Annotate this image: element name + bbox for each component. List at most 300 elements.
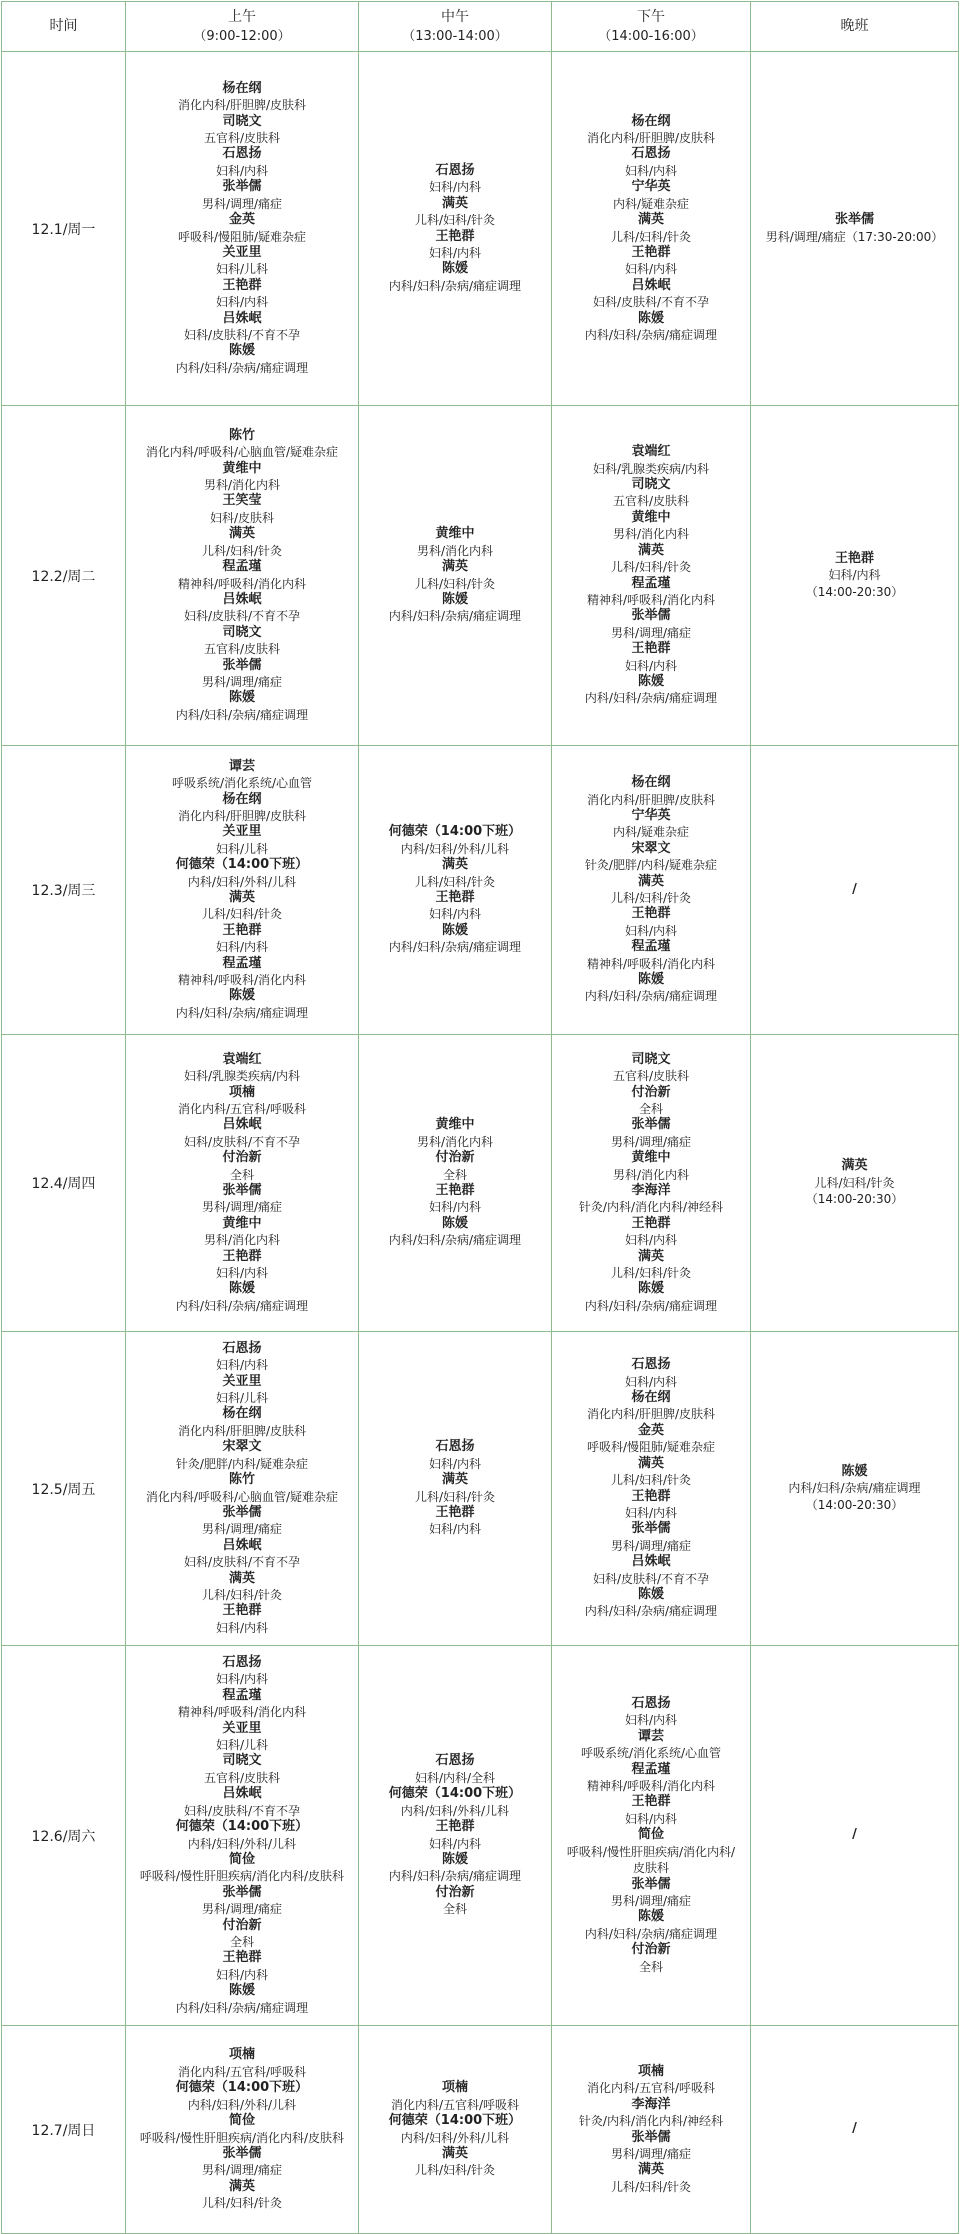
header-row <box>2 2 959 52</box>
doctor-entry <box>361 1885 549 1918</box>
day-row <box>2 1646 959 2026</box>
doctor-specialty: 男科/调理/痛症 <box>201 196 283 211</box>
doctor-name: 司晓文 <box>222 1753 262 1769</box>
doctor-specialty: 消化内科/肝胆脾/皮肤科 <box>177 1423 307 1438</box>
doctor-specialty: 妇科/乳腺类疾病/内科 <box>592 461 710 476</box>
doctor-entry <box>361 1216 549 1249</box>
doctor-entry <box>128 625 356 658</box>
doctor-specialty: 五官科/皮肤科 <box>612 494 690 509</box>
doctor-entry <box>361 1753 549 1786</box>
doctor-entry <box>554 2130 748 2163</box>
doctor-entry <box>361 2146 549 2179</box>
doctor-entry <box>753 1158 956 1207</box>
doctor-entry <box>554 1216 748 1249</box>
doctor-name: 陈竹 <box>228 1472 255 1488</box>
doctor-entry <box>554 311 748 344</box>
doctor-specialty: 内科/妇科/杂病/痛症调理 <box>584 691 718 706</box>
doctor-name: 程孟瑾 <box>631 939 671 955</box>
doctor-entry <box>554 543 748 576</box>
doctor-entry <box>554 1183 748 1216</box>
doctor-name: 陈媛 <box>441 591 468 607</box>
doctor-specialty: 五官科/皮肤科 <box>203 131 281 146</box>
doctor-name: 满英 <box>637 542 664 558</box>
doctor-entry <box>128 1885 356 1918</box>
doctor-entry <box>554 1909 748 1942</box>
doctor-specialty: 妇科/内科 <box>215 295 269 310</box>
doctor-name: 陈媛 <box>228 690 255 706</box>
doctor-name: / <box>852 2121 857 2137</box>
doctor-name: 袁端红 <box>631 444 671 460</box>
doctor-entry <box>128 857 356 890</box>
night-shift-cell <box>751 52 959 406</box>
doctor-specialty: 妇科/内科 <box>428 1836 482 1851</box>
doctor-entry <box>128 311 356 344</box>
doctor-name: 满英 <box>441 559 468 575</box>
schedule-body <box>2 52 959 2234</box>
doctor-specialty: 妇科/皮肤科/不育不孕 <box>592 1571 710 1586</box>
doctor-name: 石恩扬 <box>435 162 475 178</box>
doctor-specialty: 精神科/呼吸科/消化内科 <box>177 1705 307 1720</box>
doctor-specialty: 儿科/妇科/针灸 <box>414 1489 496 1504</box>
doctor-specialty: 儿科/妇科/针灸 <box>610 1473 692 1488</box>
doctor-entry <box>128 1406 356 1439</box>
doctor-entry <box>554 576 748 609</box>
doctor-specialty: 内科/妇科/杂病/痛症调理 <box>388 1869 522 1884</box>
doctor-name: 王艳群 <box>435 228 475 244</box>
day-row <box>2 2026 959 2234</box>
pm-shift-cell <box>552 1332 751 1646</box>
doctor-entry <box>128 1505 356 1538</box>
doctor-entry <box>554 2097 748 2130</box>
doctor-name: 吕姝岷 <box>222 1117 262 1133</box>
doctor-entry <box>554 212 748 245</box>
doctor-specialty: 妇科/内科 <box>624 658 678 673</box>
header-pm <box>552 2 751 52</box>
pm-shift-cell <box>552 746 751 1035</box>
doctor-entry <box>361 2080 549 2113</box>
doctor-entry <box>554 2162 748 2195</box>
doctor-name: 王艳群 <box>435 890 475 905</box>
doctor-entry <box>554 179 748 212</box>
doctor-name: 袁端红 <box>222 1051 262 1067</box>
doctor-specialty: 妇科/皮肤科 <box>209 510 275 525</box>
doctor-entry <box>554 1423 748 1456</box>
doctor-name: 满英 <box>228 1570 255 1586</box>
doctor-name: 宁华英 <box>631 807 671 823</box>
doctor-specialty: 儿科/妇科/针灸 <box>201 2196 283 2211</box>
doctor-entry <box>128 2080 356 2113</box>
noon-shift-cell <box>359 406 552 746</box>
doctor-name: 李海洋 <box>631 1183 671 1198</box>
doctor-entry <box>554 1085 748 1118</box>
doctor-specialty: 消化内科/肝胆脾/皮肤科 <box>177 808 307 823</box>
doctor-name: 石恩扬 <box>222 146 262 162</box>
doctor-entry <box>128 792 356 825</box>
doctor-specialty: 消化内科/五官科/呼吸科 <box>586 2081 716 2096</box>
doctor-specialty: 男科/调理/痛症 <box>201 1200 283 1215</box>
doctor-name: 吕姝岷 <box>222 1786 262 1802</box>
doctor-name: 张举儒 <box>222 2145 262 2161</box>
doctor-specialty: 男科/消化内科 <box>203 1233 281 1248</box>
doctor-entry <box>753 212 956 245</box>
night-shift-cell <box>751 1035 959 1332</box>
doctor-specialty: 妇科/内科 <box>624 1505 678 1520</box>
doctor-name: 王艳群 <box>222 277 262 293</box>
doctor-name: 黄维中 <box>435 1117 475 1133</box>
doctor-specialty: 妇科/内科 <box>428 1456 482 1471</box>
doctor-entry <box>554 1587 748 1620</box>
doctor-name: 何德荣（14:00下班） <box>175 857 309 873</box>
doctor-name: 王笑莹 <box>222 493 262 509</box>
doctor-name: 司晓文 <box>222 624 262 640</box>
doctor-entry <box>554 146 748 179</box>
doctor-name: 满英 <box>441 1472 468 1488</box>
doctor-name: 付治新 <box>435 1150 475 1166</box>
doctor-specialty: 男科/消化内科 <box>612 1167 690 1182</box>
doctor-entry <box>128 2146 356 2179</box>
date-cell: 12.3/周三 <box>2 746 126 1035</box>
doctor-name: 陈媛 <box>441 261 468 277</box>
doctor-specialty: 内科/妇科/杂病/痛症调理 <box>175 360 309 375</box>
doctor-entry <box>128 179 356 212</box>
header-time-label: 时间 <box>49 18 78 34</box>
doctor-specialty: 妇科/内科 <box>624 163 678 178</box>
doctor-entry <box>554 1942 748 1975</box>
day-row <box>2 746 959 1035</box>
doctor-specialty: 消化内科/五官科/呼吸科 <box>177 1101 307 1116</box>
doctor-specialty: 内科/妇科/杂病/痛症调理 <box>175 2000 309 2015</box>
date-cell: 12.6/周六 <box>2 1646 126 2026</box>
doctor-entry <box>753 1827 956 1843</box>
doctor-specialty: 妇科/内科 <box>428 180 482 195</box>
doctor-specialty: 妇科/内科 <box>428 245 482 260</box>
doctor-name: 黄维中 <box>222 1215 262 1231</box>
doctor-entry <box>128 890 356 923</box>
doctor-specialty: 精神科/呼吸科/消化内科 <box>177 576 307 591</box>
night-shift-cell <box>751 2026 959 2234</box>
doctor-specialty: 针灸/内科/消化内科/神经科 <box>578 1200 724 1215</box>
doctor-specialty: 内科/妇科/杂病/痛症调理 <box>584 1926 718 1941</box>
doctor-name: 石恩扬 <box>631 146 671 162</box>
doctor-entry <box>128 1655 356 1688</box>
night-shift-cell <box>751 1646 959 2026</box>
doctor-specialty: 儿科/妇科/针灸 <box>414 2163 496 2178</box>
doctor-specialty: 内科/疑难杂症 <box>612 196 690 211</box>
doctor-entry <box>361 526 549 559</box>
doctor-specialty: 妇科/皮肤科/不育不孕 <box>183 1555 301 1570</box>
doctor-specialty: 呼吸科/慢阻肺/疑难杂症 <box>177 229 307 244</box>
doctor-specialty: 妇科/内科 <box>624 1374 678 1389</box>
doctor-specialty: 内科/妇科/杂病/痛症调理 <box>788 1481 921 1496</box>
doctor-specialty: 儿科/妇科/针灸 <box>610 2179 692 2194</box>
noon-shift-cell <box>359 1035 552 1332</box>
doctor-specialty: 儿科/妇科/针灸 <box>414 576 496 591</box>
doctor-name: 张举儒 <box>222 179 262 195</box>
date-cell: 12.1/周一 <box>2 52 126 406</box>
doctor-specialty: 妇科/内科 <box>215 1620 269 1635</box>
doctor-entry <box>128 245 356 278</box>
doctor-specialty: 儿科/妇科/针灸 <box>201 1587 283 1602</box>
noon-shift-cell <box>359 52 552 406</box>
doctor-name: 满英 <box>637 2162 664 2178</box>
doctor-entry <box>361 2113 549 2146</box>
doctor-specialty: 妇科/内科 <box>215 163 269 178</box>
doctor-entry <box>554 608 748 641</box>
doctor-name: 程孟瑾 <box>222 1687 262 1703</box>
doctor-name: 付治新 <box>222 1917 262 1933</box>
noon-shift-cell <box>359 746 552 1035</box>
doctor-specialty: （14:00-20:30） <box>805 1192 904 1207</box>
doctor-specialty: 妇科/内科 <box>215 1672 269 1687</box>
doctor-name: 陈媛 <box>637 673 664 689</box>
header-noon-label: 中午 <box>441 8 469 25</box>
doctor-specialty: 内科/妇科/杂病/痛症调理 <box>175 1005 309 1020</box>
doctor-name: 关亚里 <box>222 1720 262 1736</box>
doctor-name: 陈竹 <box>228 427 255 443</box>
doctor-specialty: 妇科/儿科 <box>215 1738 269 1753</box>
doctor-name: 陈媛 <box>637 310 664 326</box>
doctor-entry <box>128 278 356 311</box>
date-cell: 12.4/周四 <box>2 1035 126 1332</box>
doctor-entry <box>128 1918 356 1951</box>
pm-shift-cell <box>552 2026 751 2234</box>
doctor-name: 金英 <box>228 212 255 228</box>
doctor-entry <box>554 1281 748 1314</box>
doctor-specialty: 妇科/内科 <box>624 1811 678 1826</box>
doctor-specialty: 精神科/呼吸科/消化内科 <box>177 973 307 988</box>
doctor-specialty: 呼吸系统/消化系统/心血管 <box>580 1746 722 1761</box>
doctor-name: 谭芸 <box>228 758 255 774</box>
doctor-entry <box>361 229 549 262</box>
doctor-name: 张举儒 <box>631 1521 671 1537</box>
doctor-name: 张举儒 <box>631 608 671 624</box>
header-am-hours: （9:00-12:00） <box>193 28 291 44</box>
doctor-specialty: 全科 <box>638 1101 663 1116</box>
am-shift-cell <box>126 1332 359 1646</box>
doctor-specialty: 妇科/皮肤科/不育不孕 <box>183 609 301 624</box>
doctor-entry <box>128 1150 356 1183</box>
doctor-entry <box>554 1456 748 1489</box>
doctor-entry <box>554 278 748 311</box>
doctor-name: 王艳群 <box>631 1488 671 1504</box>
doctor-entry <box>554 245 748 278</box>
header-night-label: 晚班 <box>840 18 869 34</box>
doctor-specialty: 男科/调理/痛症 <box>610 1134 692 1149</box>
pm-shift-cell <box>552 52 751 406</box>
doctor-specialty: 内科/妇科/杂病/痛症调理 <box>584 327 718 342</box>
noon-shift-cell <box>359 1332 552 1646</box>
doctor-specialty: 精神科/呼吸科/消化内科 <box>586 956 716 971</box>
doctor-entry <box>128 1249 356 1282</box>
doctor-name: 黄维中 <box>222 460 262 476</box>
doctor-entry <box>361 857 549 890</box>
doctor-name: 吕姝岷 <box>222 1537 262 1553</box>
doctor-specialty: 妇科/内科/全科 <box>414 1770 496 1785</box>
doctor-entry <box>361 1505 549 1538</box>
doctor-specialty: 妇科/内科 <box>428 1200 482 1215</box>
doctor-name: 王艳群 <box>631 641 671 657</box>
doctor-specialty: 男科/调理/痛症 <box>201 1902 283 1917</box>
doctor-specialty: 消化内科/肝胆脾/皮肤科 <box>586 131 716 146</box>
doctor-entry <box>128 1439 356 1472</box>
doctor-specialty: 妇科/内科 <box>624 1713 678 1728</box>
doctor-name: 黄维中 <box>631 1150 671 1166</box>
doctor-name: 王艳群 <box>631 1215 671 1231</box>
doctor-name: 项楠 <box>228 2047 255 2063</box>
am-shift-cell <box>126 1035 359 1332</box>
doctor-entry <box>554 1249 748 1282</box>
doctor-specialty: 妇科/内科 <box>215 1358 269 1373</box>
doctor-entry <box>361 1472 549 1505</box>
doctor-specialty: 妇科/儿科 <box>215 1391 269 1406</box>
date-cell: 12.5/周五 <box>2 1332 126 1646</box>
doctor-specialty: 妇科/皮肤科/不育不孕 <box>183 327 301 342</box>
doctor-name: 张举儒 <box>631 1117 671 1133</box>
doctor-entry <box>554 972 748 1005</box>
doctor-specialty: 呼吸科/慢性肝胆疾病/消化内科/皮肤科 <box>139 2130 345 2145</box>
doctor-entry <box>128 988 356 1021</box>
doctor-specialty: 内科/疑难杂症 <box>612 825 690 840</box>
doctor-specialty: 男科/调理/痛症 <box>610 625 692 640</box>
doctor-entry <box>128 1688 356 1721</box>
doctor-entry <box>554 939 748 972</box>
doctor-entry <box>128 1721 356 1754</box>
doctor-name: 满英 <box>637 212 664 228</box>
schedule-table <box>1 1 959 2234</box>
doctor-specialty: 内科/妇科/外科/儿科 <box>187 2097 297 2112</box>
doctor-specialty: 内科/妇科/外科/儿科 <box>187 874 297 889</box>
doctor-name: 王艳群 <box>435 1504 475 1520</box>
doctor-name: 张举儒 <box>222 1183 262 1198</box>
night-shift-cell <box>751 406 959 746</box>
doctor-specialty: 消化内科/肝胆脾/皮肤科 <box>586 1407 716 1422</box>
doctor-entry <box>128 146 356 179</box>
doctor-name: 杨在纲 <box>222 80 262 96</box>
doctor-specialty: 儿科/妇科/针灸 <box>814 1175 895 1190</box>
doctor-specialty: 男科/消化内科 <box>612 527 690 542</box>
doctor-name: 黄维中 <box>435 526 475 542</box>
doctor-specialty: 妇科/内科 <box>828 568 881 583</box>
doctor-specialty: 妇科/乳腺类疾病/内科 <box>183 1069 301 1084</box>
doctor-name: 张举儒 <box>222 1504 262 1520</box>
doctor-specialty: 内科/妇科/杂病/痛症调理 <box>584 1298 718 1313</box>
doctor-name: 何德荣（14:00下班） <box>388 824 522 840</box>
doctor-name: 王艳群 <box>631 1794 671 1810</box>
doctor-specialty: 呼吸科/慢性肝胆疾病/消化内科/皮肤科 <box>139 1869 345 1884</box>
doctor-entry <box>361 559 549 592</box>
doctor-specialty: （14:00-20:30） <box>805 1497 904 1512</box>
doctor-specialty: 儿科/妇科/针灸 <box>610 229 692 244</box>
doctor-specialty: 儿科/妇科/针灸 <box>610 1266 692 1281</box>
doctor-entry <box>753 551 956 600</box>
doctor-entry <box>554 808 748 841</box>
doctor-specialty: 妇科/内科 <box>624 262 678 277</box>
doctor-name: 金英 <box>637 1422 664 1438</box>
doctor-name: 项楠 <box>228 1084 255 1100</box>
doctor-name: 杨在纲 <box>222 1406 262 1422</box>
doctor-specialty: 精神科/呼吸科/消化内科 <box>586 592 716 607</box>
doctor-entry <box>361 1439 549 1472</box>
doctor-entry <box>128 2179 356 2212</box>
doctor-entry <box>128 759 356 792</box>
doctor-entry <box>128 690 356 723</box>
doctor-entry <box>128 1281 356 1314</box>
doctor-name: 杨在纲 <box>631 113 671 129</box>
header-am <box>126 2 359 52</box>
doctor-entry <box>554 1729 748 1762</box>
doctor-specialty: 妇科/儿科 <box>215 262 269 277</box>
doctor-name: 宋翠文 <box>631 840 671 856</box>
doctor-entry <box>361 261 549 294</box>
doctor-specialty: 精神科/呼吸科/消化内科 <box>586 1779 716 1794</box>
doctor-specialty: 呼吸科/慢阻肺/疑难杂症 <box>586 1440 716 1455</box>
doctor-name: 付治新 <box>222 1150 262 1166</box>
doctor-name: 石恩扬 <box>435 1439 475 1455</box>
doctor-entry <box>128 1786 356 1819</box>
doctor-specialty: 消化内科/五官科/呼吸科 <box>177 2064 307 2079</box>
doctor-name: 何德荣（14:00下班） <box>175 2080 309 2096</box>
doctor-entry <box>361 592 549 625</box>
night-shift-cell <box>751 1332 959 1646</box>
doctor-specialty: 针灸/内科/消化内科/神经科 <box>578 2114 724 2129</box>
date-cell: 12.7/周日 <box>2 2026 126 2234</box>
doctor-name: 陈媛 <box>841 1463 868 1479</box>
doctor-entry <box>554 477 748 510</box>
doctor-entry <box>128 2113 356 2146</box>
doctor-name: 张举儒 <box>834 212 874 228</box>
doctor-specialty: 男科/调理/痛症 <box>610 1538 692 1553</box>
doctor-name: 何德荣（14:00下班） <box>175 1819 309 1835</box>
doctor-name: 程孟瑾 <box>631 575 671 591</box>
doctor-specialty: 男科/调理/痛症 <box>201 674 283 689</box>
doctor-entry <box>554 641 748 674</box>
doctor-specialty: 儿科/妇科/针灸 <box>201 907 283 922</box>
doctor-specialty: 五官科/皮肤科 <box>203 1770 281 1785</box>
am-shift-cell <box>126 746 359 1035</box>
doctor-name: 石恩扬 <box>631 1357 671 1373</box>
doctor-entry <box>128 493 356 526</box>
doctor-entry <box>554 1696 748 1729</box>
doctor-name: 宋翠文 <box>222 1439 262 1455</box>
header-noon-hours: （13:00-14:00） <box>402 28 508 44</box>
doctor-name: 关亚里 <box>222 244 262 260</box>
doctor-entry <box>128 1052 356 1085</box>
doctor-name: 吕姝岷 <box>222 591 262 607</box>
doctor-specialty: 消化内科/呼吸科/心脑血管/疑难杂症 <box>145 445 339 460</box>
doctor-specialty: 消化内科/五官科/呼吸科 <box>390 2097 520 2112</box>
doctor-entry <box>554 1052 748 1085</box>
doctor-name: 陈媛 <box>637 972 664 988</box>
doctor-name: 项楠 <box>637 2063 664 2079</box>
doctor-specialty: 儿科/妇科/针灸 <box>610 560 692 575</box>
doctor-name: 程孟瑾 <box>631 1761 671 1777</box>
doctor-specialty: 内科/妇科/杂病/痛症调理 <box>388 609 522 624</box>
doctor-entry <box>128 956 356 989</box>
doctor-entry <box>554 1150 748 1183</box>
doctor-name: 付治新 <box>631 1084 671 1100</box>
doctor-entry <box>554 906 748 939</box>
doctor-name: 石恩扬 <box>631 1696 671 1712</box>
doctor-name: 满英 <box>637 1248 664 1264</box>
doctor-entry <box>128 1216 356 1249</box>
doctor-specialty: 内科/妇科/杂病/痛症调理 <box>388 940 522 955</box>
doctor-entry <box>361 890 549 923</box>
pm-shift-cell <box>552 1646 751 2026</box>
doctor-entry <box>128 1603 356 1636</box>
doctor-name: 王艳群 <box>222 1603 262 1619</box>
doctor-entry <box>554 775 748 808</box>
doctor-name: 付治新 <box>435 1884 475 1900</box>
